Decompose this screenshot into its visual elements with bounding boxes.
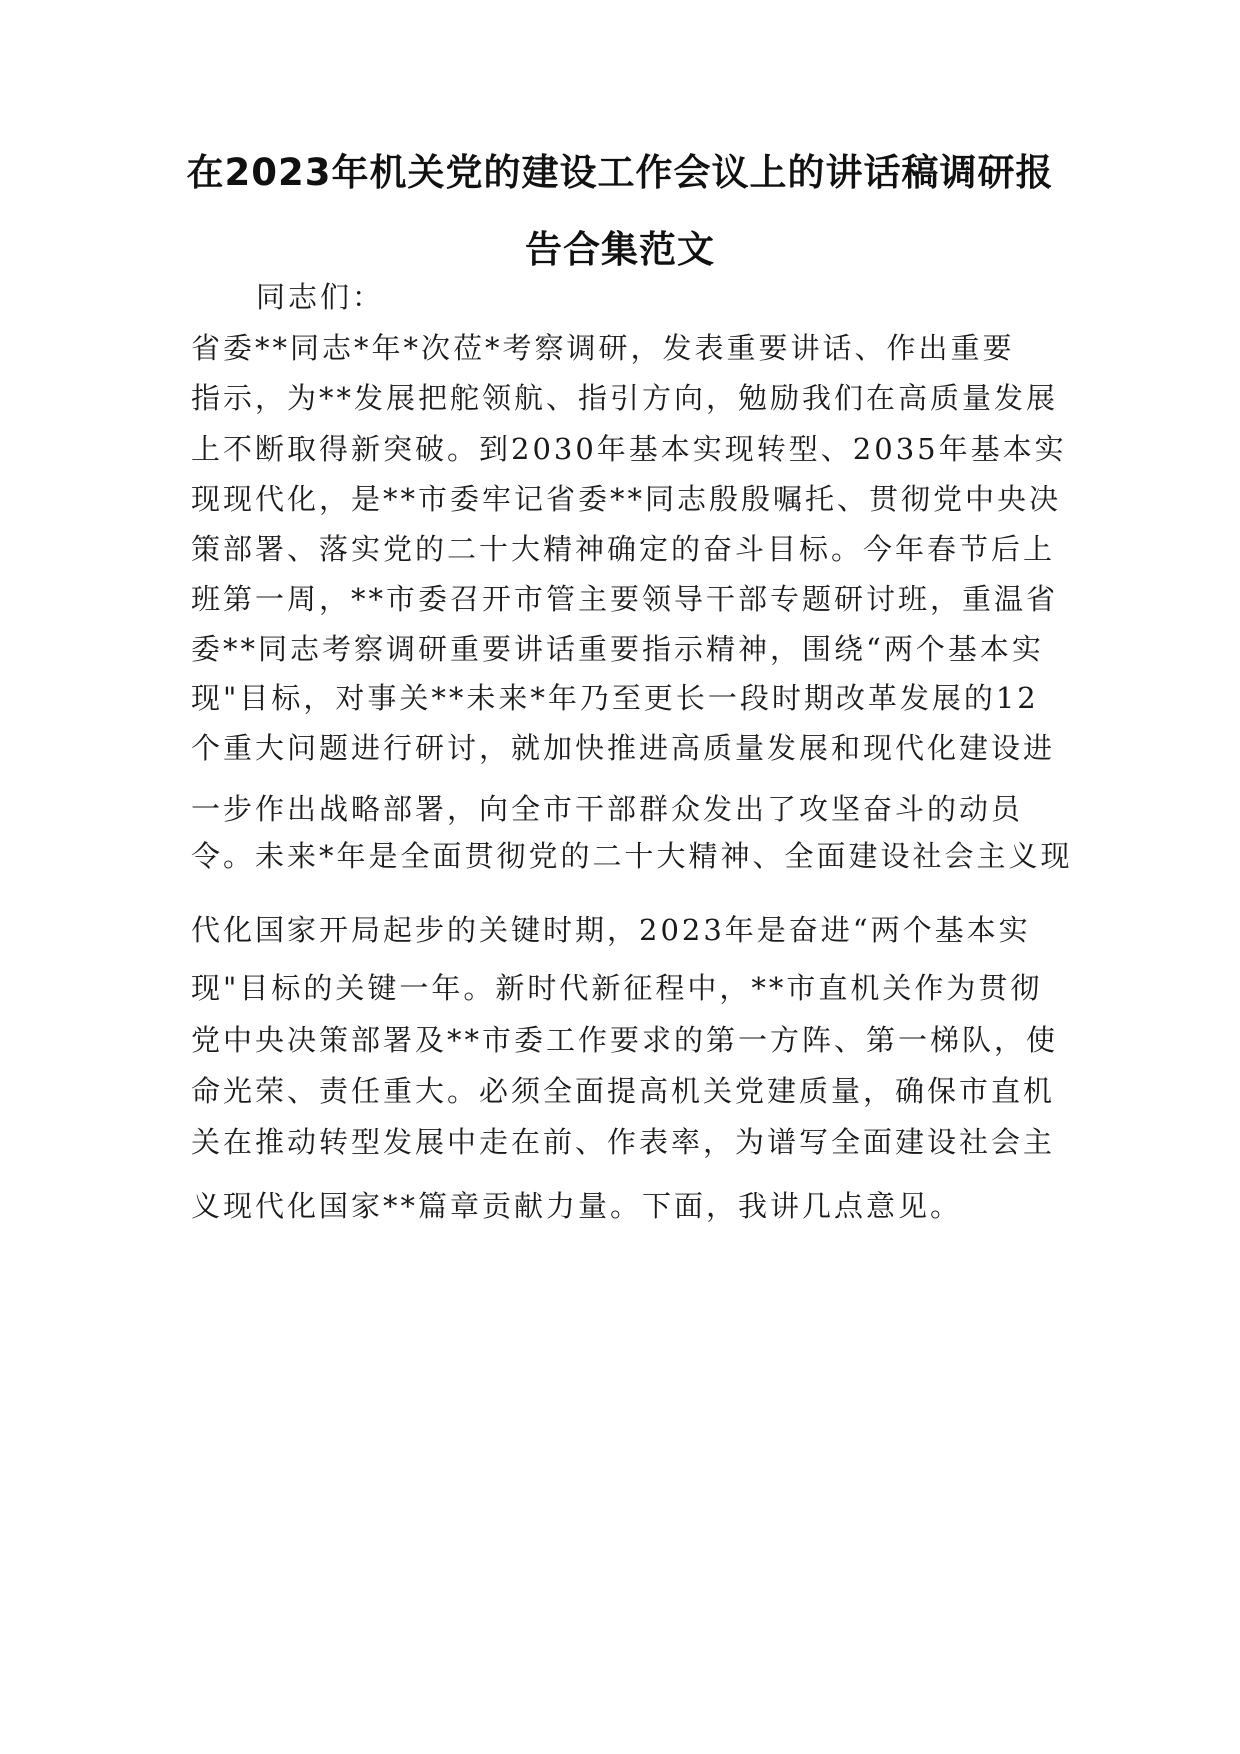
body-line: 个重大问题进行研讨，就加快推进高质量发展和现代化建设进: [191, 731, 1056, 765]
body-line: 关在推动转型发展中走在前、作表率，为谱写全面建设社会主: [191, 1125, 1056, 1159]
body-line: 委**同志考察调研重要讲话重要指示精神，围绕“两个基本实: [191, 632, 1044, 666]
body-line: 现"目标，对事关**未来*年乃至更长一段时期改革发展的12: [191, 681, 1039, 715]
body-line: 令。未来*年是全面贯彻党的二十大精神、全面建设社会主义现: [191, 839, 1073, 873]
body-line: 一步作出战略部署，向全市干部群众发出了攻坚奋斗的动员: [191, 792, 1024, 826]
body-line: 现"目标的关键一年。新时代新征程中，**市直机关作为贯彻: [191, 971, 1043, 1005]
document-title-line-1: 在2023年机关党的建设工作会议上的讲话稿调研报: [186, 151, 1054, 194]
body-line: 现现代化，是**市委牢记省委**同志殷殷嘱托、贯彻党中央决: [191, 482, 1062, 516]
body-line: 省委**同志*年*次莅*考察调研，发表重要讲话、作出重要: [191, 331, 1015, 365]
body-line: 指示，为**发展把舵领航、指引方向，勉励我们在高质量发展: [191, 381, 1059, 415]
salutation: 同志们：: [256, 280, 385, 314]
body-line: 命光荣、责任重大。必须全面提高机关党建质量，确保市直机: [191, 1074, 1056, 1108]
body-line: 党中央决策部署及**市委工作要求的第一方阵、第一梯队，使: [191, 1023, 1059, 1057]
body-line: 班第一周，**市委召开市管主要领导干部专题研讨班，重温省: [191, 582, 1059, 616]
body-line: 代化国家开局起步的关键时期，2023年是奋进“两个基本实: [191, 913, 1031, 947]
document-title-line-2: 告合集范文: [525, 228, 715, 271]
body-line: 义现代化国家**篇章贡献力量。下面，我讲几点意见。: [191, 1189, 963, 1223]
body-line: 上不断取得新突破。到2030年基本实现转型、2035年基本实: [191, 432, 1067, 466]
body-line: 策部署、落实党的二十大精神确定的奋斗目标。今年春节后上: [191, 532, 1056, 566]
